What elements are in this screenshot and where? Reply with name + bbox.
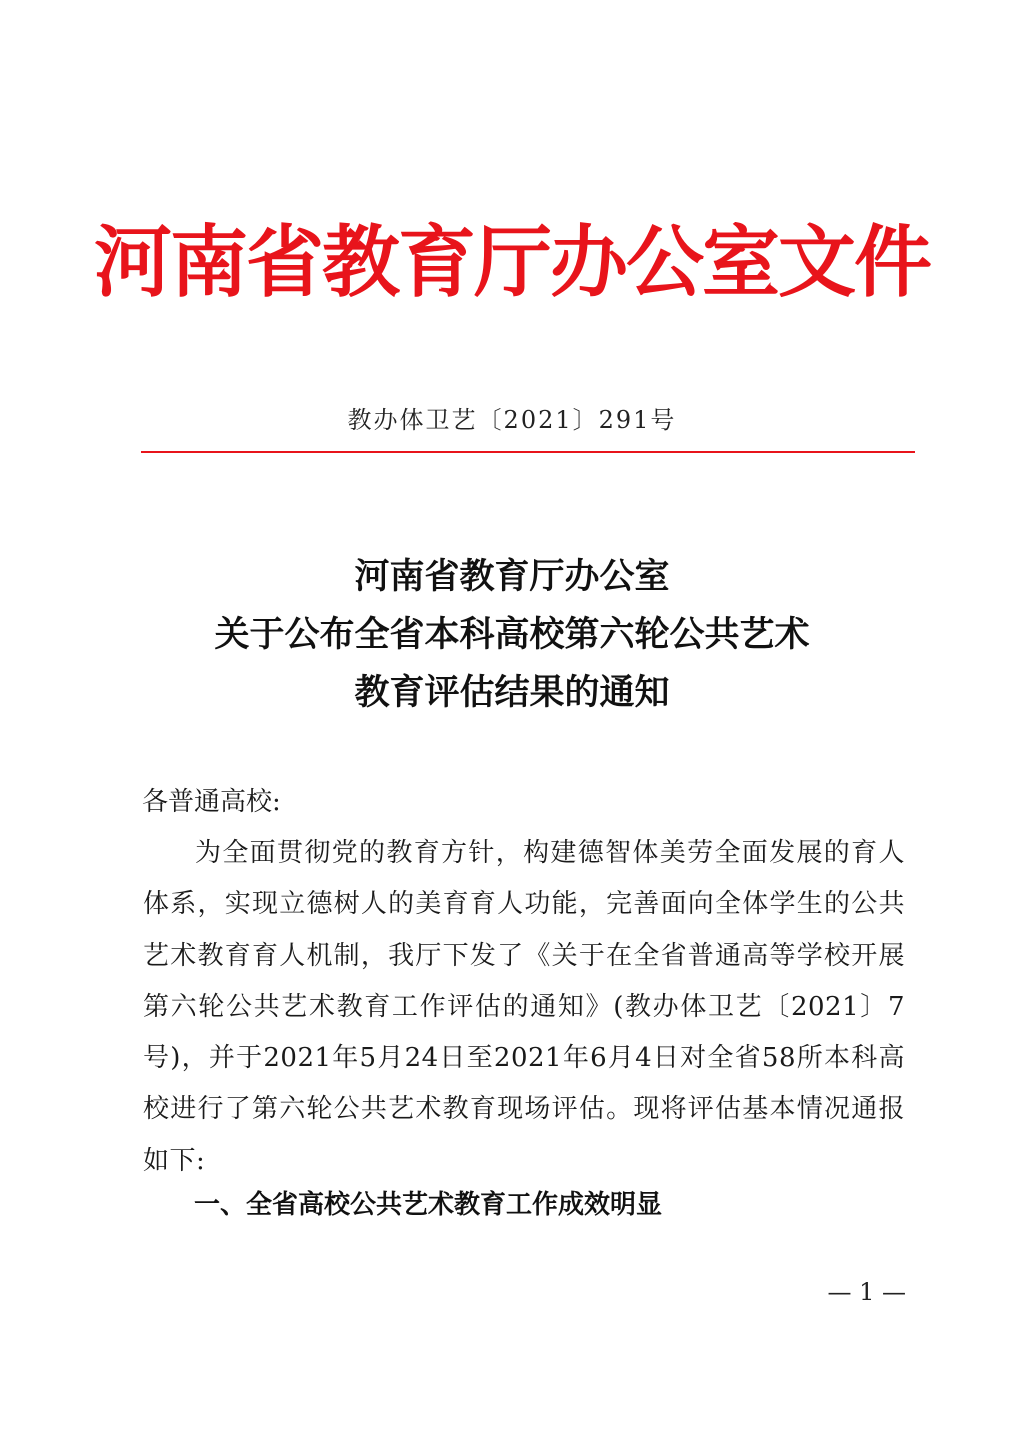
page-number: — 1 — [827, 1278, 906, 1306]
title-line-2: 关于公布全省本科高校第六轮公共艺术 [214, 615, 810, 655]
section-heading-1: 一、全省高校公共艺术教育工作成效明显 [194, 1190, 663, 1220]
notice-title [0, 548, 1024, 722]
title-line-1: 河南省教育厅办公室 [354, 557, 670, 597]
document-number: 教办体卫艺〔2021〕291号 [347, 406, 677, 434]
red-separator-line [141, 451, 915, 453]
document-masthead: 河南省教育厅办公室文件 [93, 217, 930, 308]
title-line-3: 教育评估结果的通知 [354, 673, 670, 713]
salutation: 各普通高校: [142, 787, 281, 817]
body-paragraph: 为全面贯彻党的教育方针，构建德智体美劳全面发展的育人体系，实现立德树人的美育育人功能，完善面向全体学生的公共艺术教育育人机制，我厅下发了《关于在全省普通高等学校开展第六轮公共艺术教育工作评估的通知》(教办体卫艺〔2021〕7号)，并于2021年5月24日至2021年6月4日对全省58所本科高校进行了第六轮公共艺术教育现场评估。现将评估基本情况通报如下: [143, 838, 905, 1176]
